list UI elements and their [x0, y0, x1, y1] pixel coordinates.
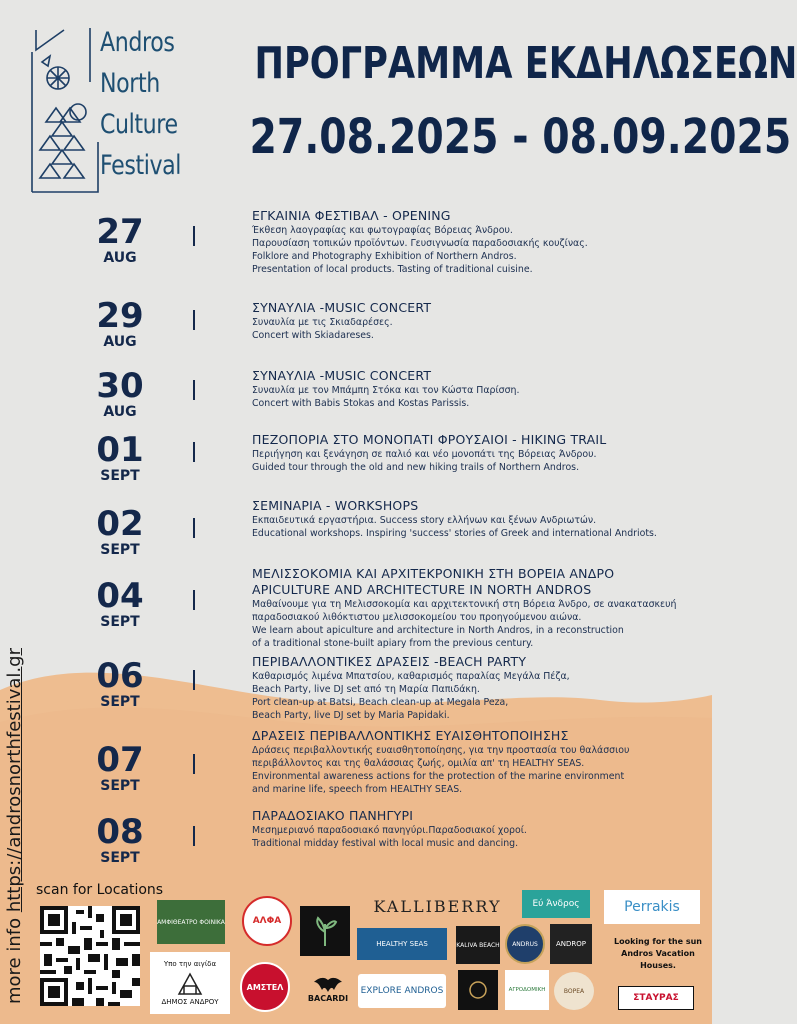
event-content [252, 368, 692, 410]
sponsor-black-square [458, 970, 498, 1010]
logo-line: Festival [100, 150, 182, 181]
event-line: Παρουσίαση τοπικών προϊόντων. Γευσιγνωσία παραδοσιακής κουζίνας. [252, 238, 588, 249]
event-line: Concert with Babis Stokas and Kostas Parissis. [252, 398, 470, 409]
event-content [252, 728, 692, 796]
sponsor-bacardi [304, 966, 352, 1012]
event-date [70, 368, 170, 420]
program-heading: ΠΡΟΓΡΑΜΜΑ ΕΚΔΗΛΩΣΕΩΝ [254, 38, 797, 89]
event-day: 06 [96, 656, 144, 696]
event-month: AUG [103, 334, 137, 350]
event-day: 04 [96, 576, 144, 616]
sponsor-kalliberry [370, 892, 505, 920]
event-content [252, 208, 692, 276]
sponsor-ef-andros-name: Εύ Άνδρος [532, 899, 580, 909]
event-title: ΣΥΝΑΥΛΙΑ -MUSIC CONCERT [252, 300, 432, 315]
plant-icon [310, 914, 340, 948]
event-title: ΠΕΡΙΒΑΛΛΟΝΤΙΚΕΣ ΔΡΑΣΕΙΣ -BEACH PARTY [252, 654, 527, 669]
event-day: 30 [96, 366, 144, 406]
festival-logo [28, 22, 203, 194]
sponsor-stavras [618, 986, 694, 1010]
event-line: Traditional midday festival with local music and dancing. [252, 838, 519, 849]
event-line: Δράσεις περιβαλλοντικής ευαισθητοποίησης, για την προστασία του θαλάσσιου [252, 745, 630, 756]
bat-icon [314, 976, 342, 994]
sponsor-alfa [242, 896, 292, 946]
event-line: περιβάλλοντος και της θαλάσσιας ζωής, ομιλία απ' τη HEALTHY SEAS. [252, 758, 585, 769]
event-content [252, 432, 692, 474]
logo-wordmark [100, 22, 210, 186]
event-month: SEPT [100, 542, 140, 558]
sponsor-healthy-seas-name: HEALTHY SEAS [376, 940, 428, 948]
event-month: AUG [103, 250, 137, 266]
event-title: ΣΥΝΑΥΛΙΑ -MUSIC CONCERT [252, 368, 432, 383]
sponsor-androp-name: ANDROP [555, 940, 586, 948]
sponsor-amstel [240, 962, 290, 1012]
event-date [70, 214, 170, 266]
sponsor-stavras-name: ΣΤΑΥΡΑΣ [633, 993, 679, 1003]
scan-label: scan for Locations [36, 882, 164, 898]
sponsor-aigida-label: Υπο την αιγίδα [163, 960, 217, 968]
sponsor-amfitheatro-name: ΑΜΦΙΘΕΑΤΡΟ ΦΟΙΝΙΚΑ [157, 918, 225, 926]
sponsor-vacation-houses [612, 936, 704, 972]
date-divider [193, 310, 195, 330]
sponsor-perrakis-name: Perrakis [624, 899, 680, 915]
event-date [70, 506, 170, 558]
event-date [70, 432, 170, 484]
sponsor-amfitheatro [157, 900, 225, 944]
more-info-link[interactable] [4, 648, 28, 1004]
event-content [252, 808, 692, 850]
event-day: 01 [96, 430, 144, 470]
crest-icon [468, 980, 488, 1000]
date-divider [193, 442, 195, 462]
event-title: ΕΓΚΑΙΝΙΑ ΦΕΣΤΙΒΑΛ - OPENING [252, 208, 451, 223]
emblem-icon [175, 970, 205, 996]
website-url[interactable]: https://androsnorthfestival.gr [4, 648, 25, 913]
sponsor-agrodomiki [505, 970, 549, 1010]
event-month: SEPT [100, 694, 140, 710]
sponsor-agrodomiki-name: ΑΓΡΟΔΟΜΙΚΗ [508, 987, 546, 993]
sponsor-vacation-line: Andros Vacation Houses. [621, 949, 695, 970]
event-day: 29 [96, 296, 144, 336]
date-divider [193, 518, 195, 538]
event-month: SEPT [100, 468, 140, 484]
event-line: Εκπαιδευτικά εργαστήρια. Success story ελλήνων και ξένων Ανδριωτών. [252, 515, 597, 526]
sponsor-alfa-name: ΑΛΦΑ [252, 916, 282, 926]
sponsor-andrus [505, 924, 545, 964]
sponsor-perrakis [604, 890, 700, 924]
sponsor-kaliva [456, 926, 500, 964]
event-line: Συναυλία με τις Σκιαδαρέσες. [252, 317, 393, 328]
program-title [205, 32, 797, 170]
sponsor-vorea [554, 972, 594, 1010]
festival-dates: 27.08.2025 - 08.09.2025 [249, 109, 792, 165]
date-divider [193, 670, 195, 690]
event-line: Folklore and Photography Exhibition of Northern Andros. [252, 251, 517, 262]
event-content [252, 566, 692, 650]
event-title: ΠΕΖΟΠΟΡΙΑ ΣΤΟ ΜΟΝΟΠΑΤΙ ΦΡΟΥΣΑΙΟΙ - HIKING TRAIL [252, 432, 607, 447]
sponsor-ef-andros [522, 890, 590, 918]
sponsor-bacardi-name: BACARDI [307, 993, 349, 1003]
event-day: 02 [96, 504, 144, 544]
date-divider [193, 590, 195, 610]
event-date [70, 578, 170, 630]
event-line: Environmental awareness actions for the protection of the marine environment [252, 771, 625, 782]
sponsor-andrus-name: ANDRUS [512, 940, 538, 948]
event-line: Έκθεση λαογραφίας και φωτογραφίας Βόρειας Άνδρου. [252, 225, 513, 236]
event-content [252, 498, 692, 540]
event-title: ΔΡΑΣΕΙΣ ΠΕΡΙΒΑΛΛΟΝΤΙΚΗΣ ΕΥΑΙΣΘΗΤΟΠΟΙΗΣΗΣ [252, 728, 569, 743]
event-line: παραδοσιακού λιθόκτιστου μελισσοκομείου του προηγούμενου αιώνα. [252, 612, 582, 623]
event-line: Καθαρισμός λιμένα Μπατσίου, καθαρισμός παραλίας Μεγάλα Πέζα, [252, 671, 570, 682]
event-title: ΣΕΜΙΝΑΡΙΑ - WORKSHOPS [252, 498, 419, 513]
logo-line: Culture [100, 109, 178, 140]
event-month: SEPT [100, 778, 140, 794]
sponsor-vacation-line: Looking for the sun [614, 937, 702, 946]
sponsor-explore-andros [358, 974, 446, 1008]
logo-line: North [100, 68, 160, 99]
event-month: AUG [103, 404, 137, 420]
event-month: SEPT [100, 614, 140, 630]
event-date [70, 658, 170, 710]
more-info-prefix: more info [4, 912, 25, 1004]
sponsor-kaliva-name: KALIVA BEACH [456, 941, 500, 949]
sponsor-explore-name: EXPLORE ANDROS [360, 986, 444, 996]
event-day: 27 [96, 212, 144, 252]
event-line: Περιήγηση και ξενάγηση σε παλιό και νέο μονοπάτι της Βόρειας Άνδρου. [252, 449, 597, 460]
sponsor-dimos-androu [150, 952, 230, 1014]
event-title-english: APICULTURE AND ARCHITECTURE IN NORTH ANDROS [252, 582, 592, 597]
sponsor-androp [550, 924, 592, 964]
event-line: Concert with Skiadareses. [252, 330, 374, 341]
event-line: Beach Party, live DJ set από τη Μαρία Παπιδάκη. [252, 684, 480, 695]
event-line: of a traditional stone-built apiary from the previous century. [252, 638, 534, 649]
windmill-illustration [28, 22, 104, 194]
date-divider [193, 380, 195, 400]
date-divider [193, 826, 195, 846]
sponsor-dark-logo [300, 906, 350, 956]
event-line: Beach Party, live DJ set by Maria Papidaki. [252, 710, 450, 721]
event-line: and marine life, speech from HEALTHY SEAS. [252, 784, 463, 795]
qr-code-icon[interactable] [40, 906, 140, 1006]
date-divider [193, 754, 195, 774]
event-content [252, 300, 692, 342]
event-title: ΜΕΛΙΣΣΟΚΟΜΙΑ ΚΑΙ ΑΡΧΙΤΕΚΡΟΝΙΚΗ ΣΤΗ ΒΟΡΕΙΑ ΑΝΔΡΟ [252, 566, 615, 581]
sponsor-kalliberry-name: KALLIBERRY [373, 896, 502, 916]
event-day: 07 [96, 740, 144, 780]
event-date [70, 742, 170, 794]
date-divider [193, 226, 195, 246]
event-line: Port clean-up at Batsi, Beach clean-up at Megala Peza, [252, 697, 509, 708]
event-line: We learn about apiculture and architecture in North Andros, in a reconstruction [252, 625, 624, 636]
event-date [70, 814, 170, 866]
event-date [70, 298, 170, 350]
sponsor-amstel-name: ΑΜΣΤΕΛ [246, 982, 284, 992]
event-line: Presentation of local products. Tasting of traditional cuisine. [252, 264, 533, 275]
event-title: ΠΑΡΑΔΟΣΙΑΚΟ ΠΑΝΗΓΥΡΙ [252, 808, 414, 823]
event-day: 08 [96, 812, 144, 852]
event-content [252, 654, 692, 722]
sponsor-vorea-name: ΒΟΡΕΑ [563, 987, 585, 995]
event-line: Educational workshops. Inspiring 'success' stories of Greek and international Andriots. [252, 528, 657, 539]
logo-line: Andros [100, 27, 175, 58]
event-month: SEPT [100, 850, 140, 866]
event-line: Μαθαίνουμε για τη Μελισσοκομία και αρχιτεκτονική στη Βόρεια Άνδρο, σε ανακατασκευή [252, 599, 677, 610]
event-line: Μεσημεριανό παραδοσιακό πανηγύρι.Παραδοσιακοί χοροί. [252, 825, 527, 836]
sponsor-healthy-seas [357, 928, 447, 960]
event-line: Guided tour through the old and new hiking trails of Northern Andros. [252, 462, 580, 473]
sponsor-dimos-name: ΔΗΜΟΣ ΑΝΔΡΟΥ [161, 998, 219, 1006]
event-line: Συναυλία με τον Μπάμπη Στόκα και τον Κώστα Παρίσση. [252, 385, 520, 396]
